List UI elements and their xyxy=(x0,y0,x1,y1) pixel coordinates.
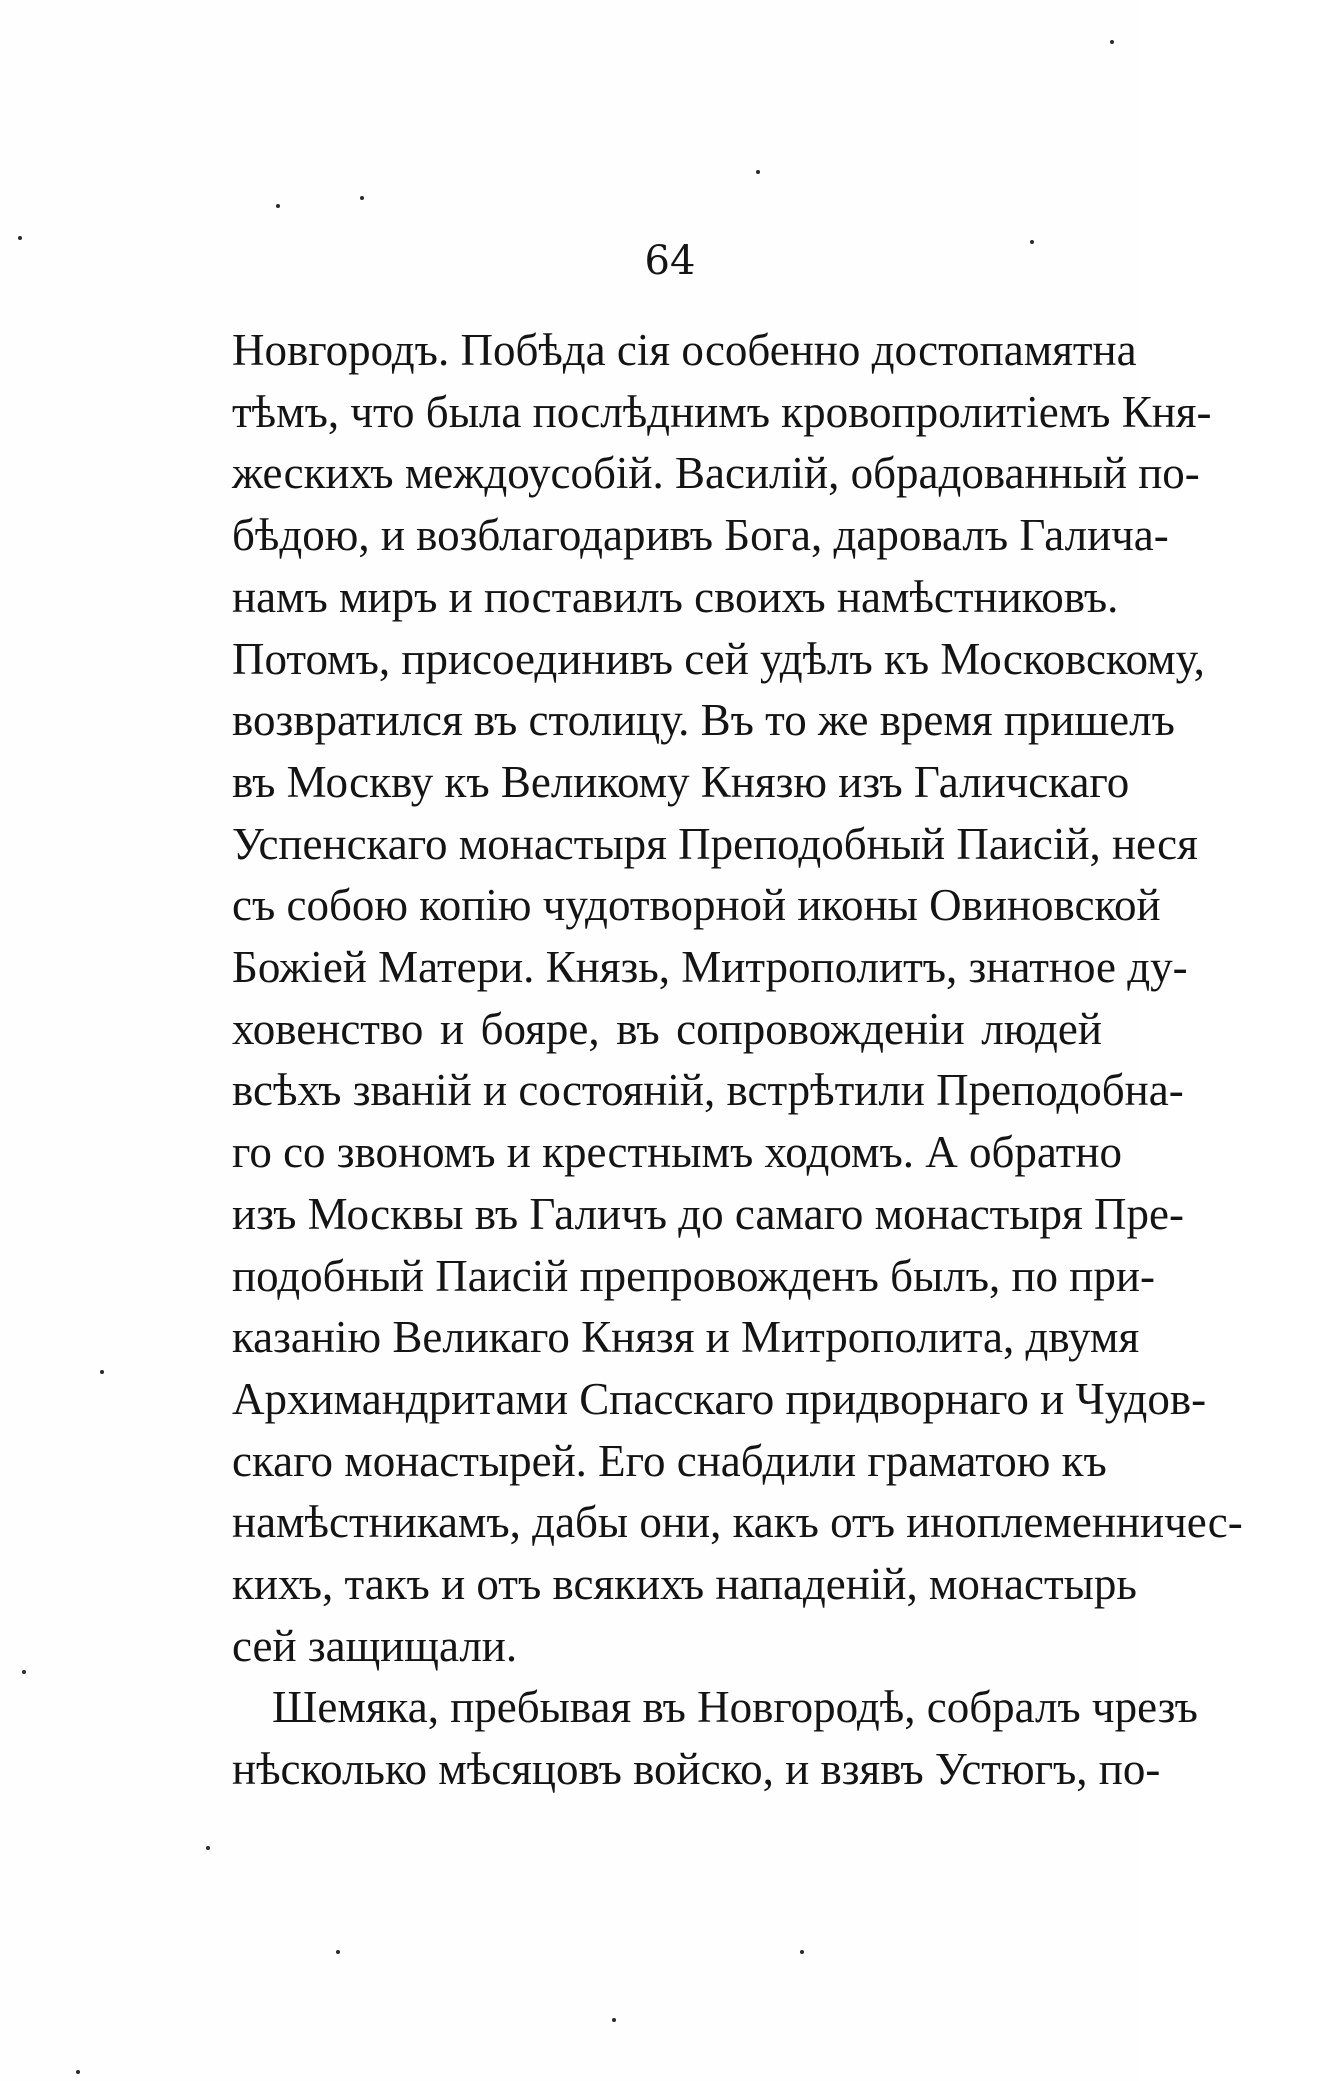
text-line: возвратился въ столицу. Въ то же время пришелъ xyxy=(232,695,1175,746)
text-line: намѣстникамъ, дабы они, какъ отъ иноплеменничес- xyxy=(232,1497,1243,1548)
text-line: жескихъ междоусобій. Василій, обрадованный по- xyxy=(232,448,1200,499)
text-line: Успенскаго монастыря Преподобный Паисій, неся xyxy=(232,818,1198,869)
scan-speck xyxy=(1030,240,1034,244)
text-line: сей защищали. xyxy=(232,1620,518,1671)
text-line: нѣсколько мѣсяцовъ войско, и взявъ Устюгъ, по- xyxy=(232,1744,1161,1795)
scan-speck xyxy=(276,204,280,208)
scan-speck xyxy=(22,1670,26,1674)
text-line: Архимандритами Спасскаго придворнаго и Чудов- xyxy=(232,1373,1207,1424)
page-number: 64 xyxy=(644,238,696,284)
text-line: въ Москву къ Великому Князю изъ Галичскаго xyxy=(232,756,1130,807)
text-line: ховенство и бояре, въ сопровожденіи людей xyxy=(232,1003,1102,1054)
body-text xyxy=(232,320,1243,1801)
text-line: изъ Москвы въ Галичъ до самаго монастыря Пре- xyxy=(232,1188,1184,1239)
scan-speck xyxy=(756,170,760,174)
text-line: кихъ, такъ и отъ всякихъ нападеній, монастырь xyxy=(232,1559,1137,1610)
text-line: Потомъ, присоединивъ сей удѣлъ къ Московскому, xyxy=(232,633,1205,684)
scan-speck xyxy=(100,1370,104,1374)
text-line: тѣмъ, что была послѣднимъ кровопролитіемъ Кня- xyxy=(232,386,1212,437)
scan-speck xyxy=(206,1846,210,1850)
text-line: Божіей Матери. Князь, Митрополитъ, знатное ду- xyxy=(232,942,1188,993)
text-line: бѣдою, и возблагодаривъ Бога, даровалъ Галича- xyxy=(232,510,1169,561)
scan-speck xyxy=(612,2018,616,2022)
text-line: намъ миръ и поставилъ своихъ намѣстниковъ. xyxy=(232,571,1119,622)
scan-speck xyxy=(800,1950,804,1954)
text-line: Шемяка, пребывая въ Новгородѣ, собралъ чрезъ xyxy=(272,1682,1198,1733)
text-line: го со звономъ и крестнымъ ходомъ. А обратно xyxy=(232,1127,1122,1178)
text-line: съ собою копію чудотворной иконы Овиновской xyxy=(232,880,1161,931)
text-line: скаго монастырей. Его снабдили граматою къ xyxy=(232,1435,1107,1486)
text-line: казанію Великаго Князя и Митрополита, двумя xyxy=(232,1312,1140,1363)
scan-speck xyxy=(76,2070,80,2074)
paragraph xyxy=(232,320,1243,1677)
text-line: Новгородъ. Побѣда сія особенно достопамятна xyxy=(232,325,1137,375)
scan-speck xyxy=(336,1950,340,1954)
text-line: подобный Паисій препровожденъ былъ, по при- xyxy=(232,1250,1155,1301)
text-line: всѣхъ званій и состояній, встрѣтили Преподобна- xyxy=(232,1065,1184,1116)
scan-speck xyxy=(360,196,364,200)
paragraph xyxy=(232,1677,1198,1800)
scan-speck xyxy=(1110,40,1114,44)
scan-speck xyxy=(18,236,22,240)
